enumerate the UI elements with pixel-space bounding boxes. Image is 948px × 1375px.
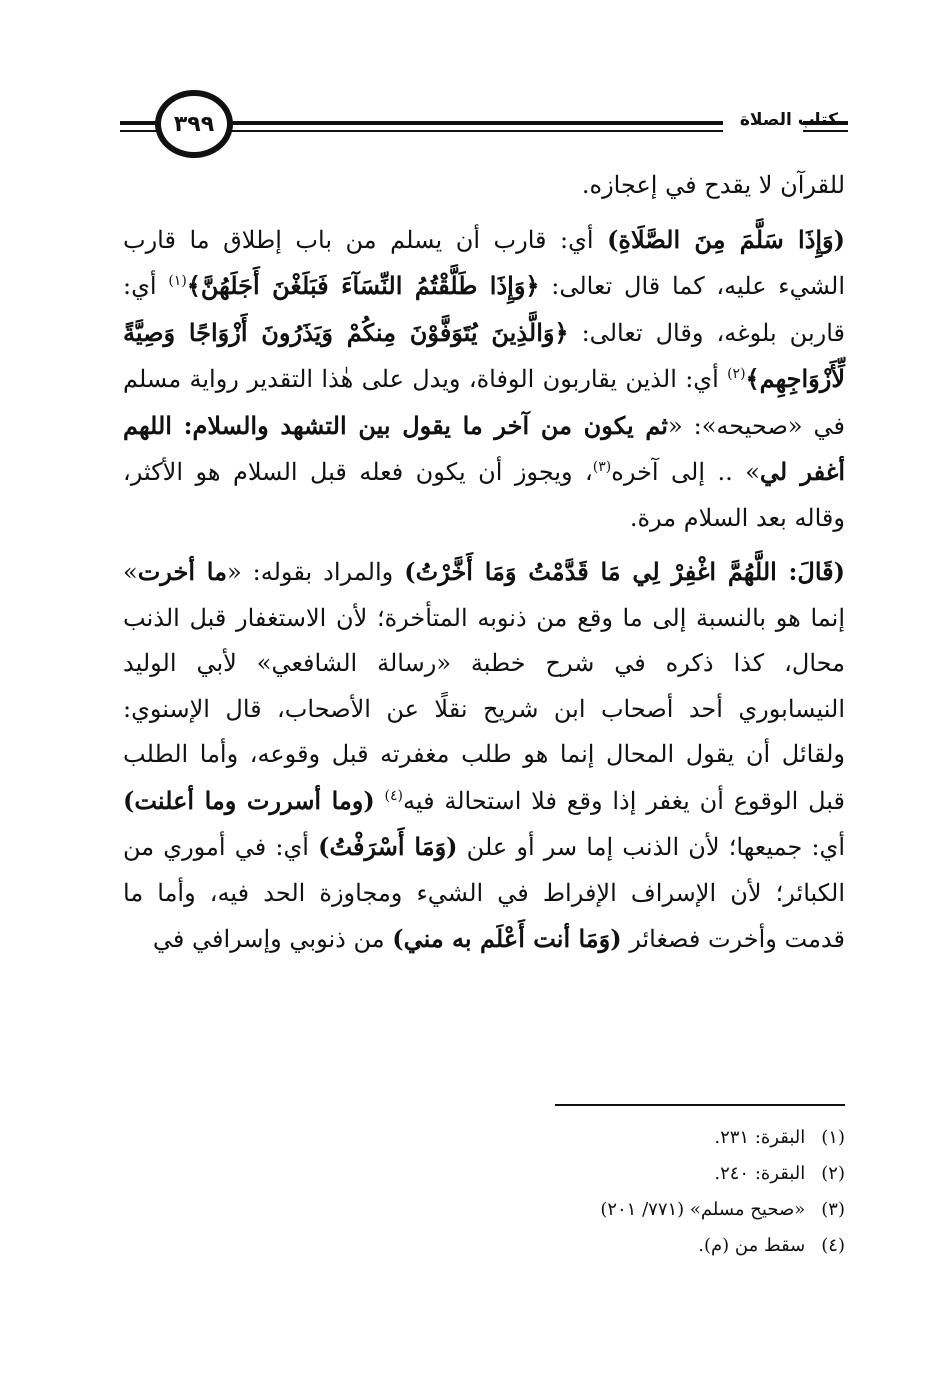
commentary-text: والمراد بقوله: «: [226, 558, 405, 586]
footnote-text: البقرة: ٢٣١.: [714, 1127, 806, 1148]
footnote-number: (٢): [821, 1163, 845, 1184]
footnote-number: (٤): [821, 1235, 845, 1256]
footnote-ref: (٢): [727, 366, 746, 382]
paragraph-1: [123, 163, 845, 209]
footnote-number: (١): [821, 1127, 845, 1148]
commentary-text: أي: الذين يقاربون الوفاة، ويدل على هٰذا التقدير رواية مسلم في «صحيحه»: «: [123, 365, 846, 440]
matn-quote: (وَمَا أَسْرَفْتُ): [318, 832, 458, 861]
commentary-text: أي: جميعها؛ لأن الذنب إما سر أو علن: [457, 833, 845, 861]
footnote-text: «صحيح مسلم» (٧٧١/ ٢٠١): [600, 1199, 806, 1220]
page-number-badge: [155, 90, 233, 158]
footnote: [345, 1228, 845, 1264]
matn-quote: (وما أسررت وما أعلنت): [123, 785, 375, 815]
commentary-text: » إنما هو بالنسبة إلى ما وقع من ذنوبه المتأخرة؛ لأن الاستغفار قبل الذنب محال، كذا ذكره في شرح خطبة «رسالة الشافعي» لأبي الوليد النيسابوري أحد أصحاب ابن شريح نقلًا عن الأصحاب، قال الإسنوي: ولقائل أن يقول المحال إنما هو طلب مغفرته قبل وقوعه، وأما الطلب قبل الوقوع أن يغفر إذا وقع فلا استحالة فيه: [123, 558, 846, 815]
header-rule-left: [120, 121, 160, 132]
paragraph-2: [123, 217, 845, 542]
footnote-text: سقط من (م).: [698, 1235, 806, 1256]
hadith-quote: ثم يكون من آخر ما يقول بين التشهد والسلام: اللهم أغفر لي: [123, 410, 845, 486]
page-number: ٣٩٩: [173, 111, 215, 137]
commentary-text: أي: قارب أن يسلم من باب إطلاق ما قارب الشيء عليه، كما قال تعالى:: [123, 225, 845, 300]
header-rule: [225, 121, 723, 132]
footnote: [345, 1156, 845, 1192]
footnote: [345, 1120, 845, 1156]
footnote-divider: [555, 1104, 845, 1106]
footnote-ref: (١): [168, 273, 187, 289]
matn-quote: (وَمَا أنت أَعْلَم به مني): [392, 924, 622, 953]
commentary-text: أي: قاربن بلوغه، وقال تعالى:: [123, 272, 846, 347]
quran-verse: ﴿وَالَّذِينَ يُتَوَفَّوْنَ مِنكُمْ وَيَذَرُونَ أَزْوَاجًا وَصِيَّةً لِّأَزْوَاجِهِم﴾: [123, 317, 845, 393]
quran-verse: ﴿وَإِذَا طَلَّقْتُمُ النِّسَآءَ فَبَلَغْنَ أَجَلَهُنَّ﴾: [186, 271, 540, 300]
commentary-text: » .. إلى آخره: [611, 458, 760, 486]
paragraph-3: [123, 549, 845, 963]
footnote-ref: (٣): [592, 459, 612, 475]
matn-quote: (وَإِذَا سَلَّمَ مِنَ الصَّلَاةِ): [607, 224, 845, 254]
footnote-number: (٣): [821, 1199, 845, 1220]
hadith-quote: ما أخرت: [137, 557, 227, 586]
p1-text: للقرآن لا يقدح في إعجازه.: [581, 171, 845, 199]
spacer-text: [375, 787, 385, 815]
book-title: كتاب الصلاة: [739, 110, 838, 130]
footnote-ref: (٤): [384, 787, 403, 804]
footnote: [345, 1192, 845, 1228]
commentary-text: ، ويجوز أن يكون فعله قبل السلام هو الأكثر، وقاله بعد السلام مرة.: [123, 458, 845, 532]
footnotes: [345, 1120, 845, 1264]
page-header: [0, 0, 948, 160]
footnote-text: البقرة: ٢٤٠.: [714, 1163, 806, 1184]
commentary-text: من ذنوبي وإسرافي في: [152, 925, 393, 953]
matn-quote: (قَالَ: اللَّهُمَّ اغْفِرْ لِي مَا قَدَّمْتُ وَمَا أَخَّرْتُ): [404, 557, 845, 586]
commentary-text: أي: في أموري من الكبائر؛ لأن الإسراف الإفراط في الشيء ومجاوزة الحد فيه، وأما ما قدمت وأخرت فصغائر: [123, 833, 845, 953]
main-text: [123, 163, 845, 963]
